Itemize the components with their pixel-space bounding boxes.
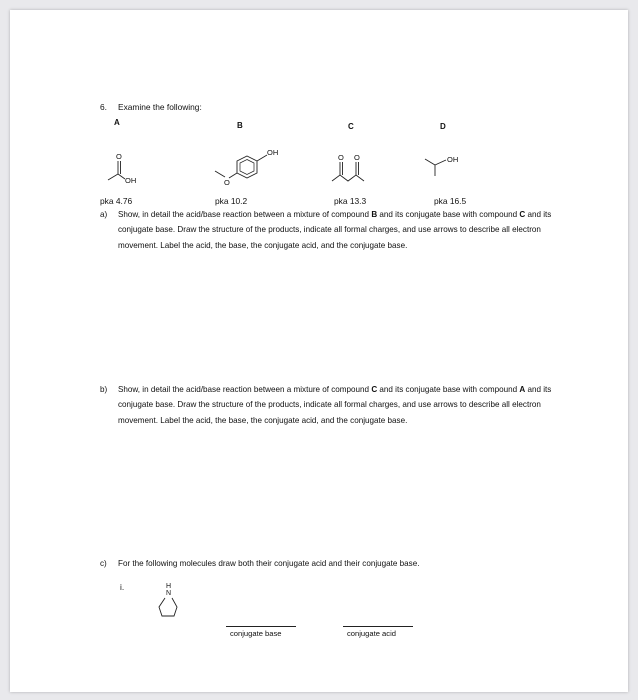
atom-label: H [166,583,172,590]
structure-d-tert-butanol [420,150,480,180]
conjugate-acid-answer-line[interactable] [343,626,413,627]
part-a-text: Show, in detail the acid/base reaction between a mixture of compound B and its conjugate base with compound C and its conjugate base. Draw the structure of the products, indicate all formal charges, and use arrows to describe all electron movement. Label the acid, the base, the conjugate acid, and the conjugate base. [118,210,552,250]
pka-c: pka 13.3 [334,196,367,206]
part-a-marker: a) [100,210,108,219]
structure-a-acetic-acid [105,150,155,190]
atom-label: O [116,152,122,161]
atom-label: OH [447,155,459,164]
item-i-marker: i. [120,582,125,592]
atom-label: OH [267,148,279,157]
pka-d: pka 16.5 [434,196,467,206]
structure-c-pentanedione [328,150,388,190]
part-c-marker: c) [100,559,107,568]
conjugate-base-answer-line[interactable] [226,626,296,627]
part-b-marker: b) [100,385,108,394]
atom-label: O [354,153,360,162]
atom-label: O [224,178,230,187]
atom-label: N [166,590,172,597]
compound-label-d: D [440,122,446,131]
compound-label-c: C [348,122,354,131]
compound-label-b: B [237,121,243,130]
structure-b-methoxyphenol [205,142,295,192]
compound-label-a: A [114,118,120,127]
atom-label: O [338,153,344,162]
part-a [100,207,568,253]
part-b-text: Show, in detail the acid/base reaction between a mixture of compound C and its conjugate base with compound A and its conjugate base. Draw the structure of the products, indicate all formal charges, and use arrows to describe all electron movement. Label the acid, the base, the conjugate acid, and the conjugate base. [118,385,552,425]
part-c-text: For the following molecules draw both their conjugate acid and their conjugate base. [118,559,420,568]
part-c [100,556,598,571]
pka-a: pka 4.76 [100,196,133,206]
atom-label: OH [125,176,137,185]
part-b [100,382,568,428]
structure-pyrrolidine [156,580,186,620]
pka-b: pka 10.2 [215,196,248,206]
question-number: 6. [100,102,107,112]
conjugate-base-label: conjugate base [230,629,282,638]
question-prompt: Examine the following: [118,102,202,112]
conjugate-acid-label: conjugate acid [347,629,396,638]
document-page [10,10,628,692]
